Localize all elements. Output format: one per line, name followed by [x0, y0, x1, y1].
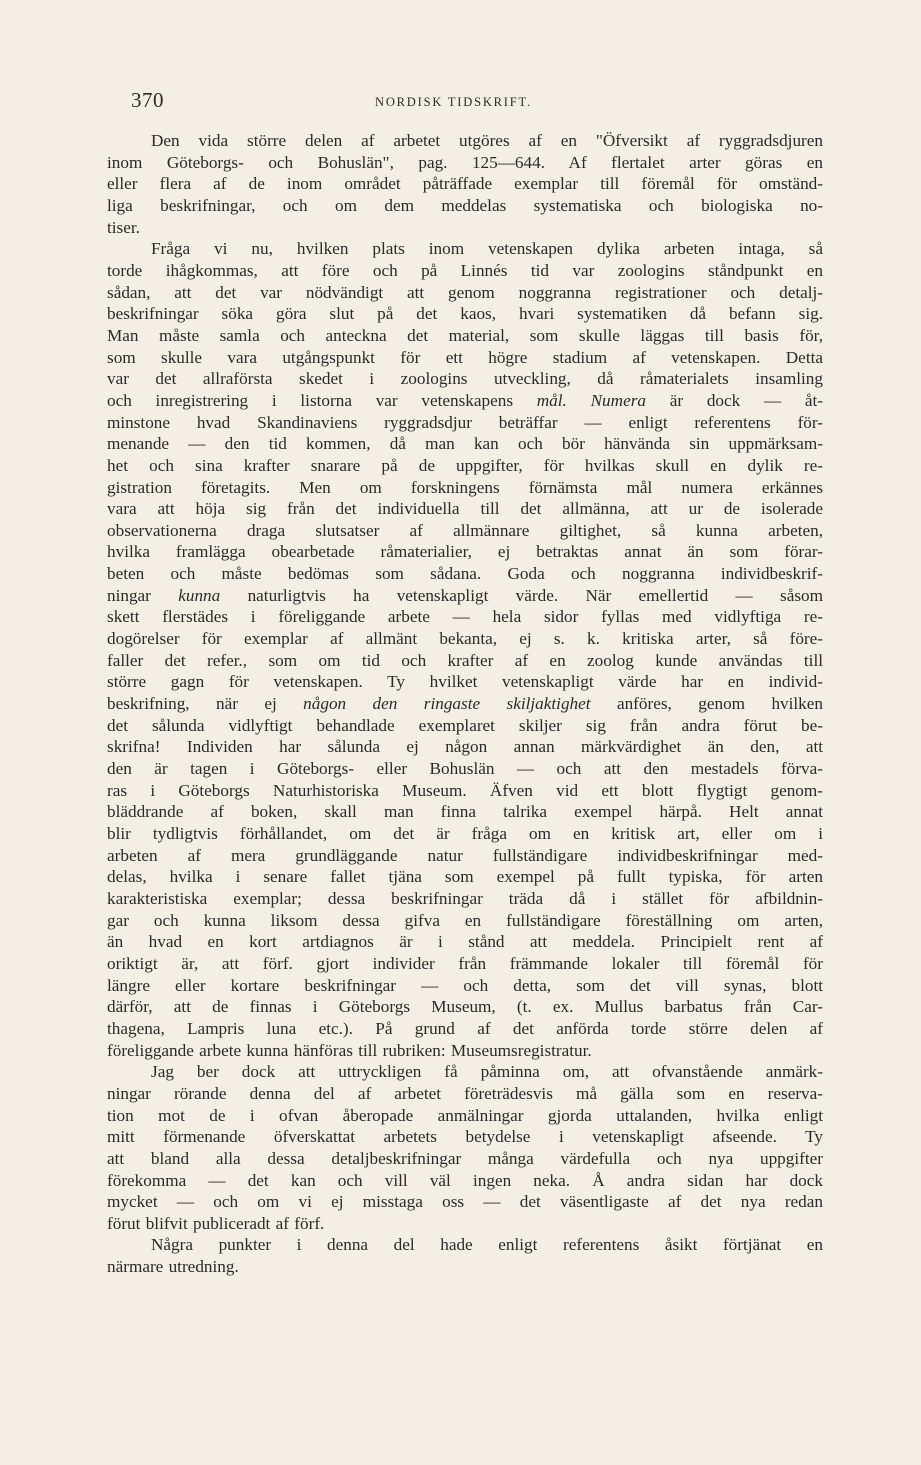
line-text: ningar	[107, 585, 179, 605]
text-line	[107, 1040, 823, 1062]
text-line	[107, 866, 823, 888]
line-text: oriktigt är, att förf. gjort individer från främmande lokaler till föremål för	[107, 953, 823, 973]
text-line	[107, 671, 823, 693]
line-text: närmare utredning.	[107, 1257, 239, 1277]
text-line	[107, 477, 823, 499]
line-text: dogörelser för exemplar af allmänt bekanta, ej s. k. kritiska arter, så före-	[107, 629, 823, 649]
line-text: är dock — åt-	[645, 390, 823, 410]
text-line	[107, 1234, 823, 1256]
line-text: liga beskrifningar, och om dem meddelas systematiska och biologiska no-	[107, 195, 823, 215]
line-text: därför, att de finnas i Göteborgs Museum, (t. ex. Mullus barbatus från Car-	[107, 997, 823, 1017]
text-line	[107, 780, 823, 802]
line-text: gar och kunna liksom dessa gifva en fullständigare föreställning om arten,	[107, 910, 823, 930]
text-line	[107, 433, 823, 455]
line-text: beten och måste bedömas som sådana. Goda och noggranna individbeskrif-	[107, 564, 823, 584]
text-line	[107, 758, 823, 780]
text-line	[107, 195, 823, 217]
text-line	[107, 325, 823, 347]
text-line	[107, 801, 823, 823]
text-line	[107, 888, 823, 910]
line-text: inom Göteborgs- och Bohuslän", pag. 125—644. Af flertalet arter göras en	[107, 152, 823, 172]
line-text: var det allraförsta skedet i zoologins utveckling, då råmaterialets insamling	[107, 369, 823, 389]
text-line	[107, 1191, 823, 1213]
line-text: och inregistrering i listorna var vetenskapens	[107, 390, 537, 410]
text-line	[107, 541, 823, 563]
text-line	[107, 238, 823, 260]
line-text: anföres, genom hvilken	[590, 694, 823, 714]
text-line	[107, 260, 823, 282]
text-line	[107, 715, 823, 737]
line-text: bläddrande af boken, skall man finna talrika exempel härpå. Helt annat	[107, 802, 823, 822]
line-text: tiser.	[107, 217, 140, 237]
line-text: naturligtvis ha vetenskapligt värde. När emellertid — såsom	[220, 585, 823, 605]
text-line	[107, 585, 823, 607]
line-text: sådan, att det var nödvändigt att genom noggranna registrationer och detalj-	[107, 282, 823, 302]
text-line	[107, 823, 823, 845]
text-line	[107, 931, 823, 953]
line-text: gistration företagits. Men om forskningens förnämsta mål numera erkännes	[107, 477, 823, 497]
running-title: NORDISK TIDSKRIFT.	[375, 95, 532, 109]
text-line	[107, 736, 823, 758]
line-text: föreliggande arbete kunna hänföras till rubriken: Museumsregistratur.	[107, 1040, 592, 1060]
line-text: beskrifning, när ej	[107, 694, 304, 714]
text-line	[107, 152, 823, 174]
line-text: det sålunda vidlyftigt behandlade exemplaret skiljer sig från andra förut be-	[107, 715, 823, 735]
text-line	[107, 563, 823, 585]
text-line	[107, 498, 823, 520]
text-line	[107, 1213, 823, 1235]
line-text: blir tydligtvis förhållandet, om det är fråga om en kritisk art, eller om i	[107, 824, 823, 843]
line-text: Man måste samla och anteckna det material, som skulle läggas till basis för,	[107, 325, 823, 345]
line-text: Fråga vi nu, hvilken plats inom vetenskapen dylika arbeten intaga, så	[151, 239, 823, 259]
body-text	[107, 130, 823, 1278]
line-text: karakteristiska exemplar; dessa beskrifningar träda då i stället för afbildnin-	[107, 888, 823, 908]
text-line	[107, 975, 823, 997]
text-line	[107, 1105, 823, 1127]
line-text: observationerna draga slutsatser af allmännare giltighet, så kunna arbeten,	[107, 520, 823, 540]
line-text: mitt förmenande öfverskattat arbetets betydelse i vetenskapligt afseende. Ty	[107, 1127, 823, 1147]
text-line	[107, 1018, 823, 1040]
text-line	[107, 1083, 823, 1105]
text-line	[107, 606, 823, 628]
line-text: menande — den tid kommen, då man kan och bör hänvända sin uppmärksam-	[107, 434, 823, 454]
line-text: att bland alla dessa detaljbeskrifningar många värdefulla och nya uppgifter	[107, 1148, 823, 1168]
line-text: delas, hvilka i senare fallet tjäna som exempel på fullt typiska, för arten	[107, 867, 823, 887]
page-header	[131, 88, 821, 116]
line-text: tion mot de i ofvan åberopade anmälningar gjorda uttalanden, hvilka enligt	[107, 1105, 823, 1125]
text-line	[107, 1148, 823, 1170]
text-line	[107, 693, 823, 715]
emphasis-text: kunna	[178, 585, 221, 605]
line-text: faller det refer., som om tid och krafter af en zoolog kunde användas till	[107, 650, 823, 670]
text-line	[107, 217, 823, 239]
line-text: den är tagen i Göteborgs- eller Bohuslän — och att den mestadels förva-	[107, 759, 823, 779]
text-line	[107, 390, 823, 412]
line-text: Några punkter i denna del hade enligt referentens åsikt förtjänat en	[151, 1235, 823, 1255]
text-line	[107, 455, 823, 477]
line-text: thagena, Lampris luna etc.). På grund af det anförda torde större delen af	[107, 1018, 823, 1038]
text-line	[107, 996, 823, 1018]
line-text: mycket — och om vi ej misstaga oss — det väsentligaste af det nya redan	[107, 1192, 823, 1212]
line-text: vara att höja sig från det individuella till det allmänna, att ur de isolerade	[107, 499, 823, 519]
emphasis-text: någon den ringaste skiljaktighet	[303, 694, 591, 714]
line-text	[567, 391, 591, 410]
line-text: som skulle vara utgångspunkt för ett högre stadium af vetenskapen. Detta	[107, 347, 823, 367]
emphasis-text: Numera	[590, 390, 646, 410]
line-text: större gagn för vetenskapen. Ty hvilket vetenskapligt värde har en individ-	[107, 672, 823, 692]
line-text: skrifna! Individen har sålunda ej någon annan märkvärdighet än den, att	[107, 737, 823, 757]
text-line	[107, 953, 823, 975]
text-line	[107, 368, 823, 390]
text-line	[107, 650, 823, 672]
line-text: ningar rörande denna del af arbetet företrädesvis må gälla som en reserva-	[107, 1083, 823, 1103]
page-number: 370	[131, 88, 164, 112]
text-line	[107, 628, 823, 650]
line-text: förut blifvit publiceradt af förf.	[107, 1213, 325, 1233]
text-line	[107, 412, 823, 434]
line-text: längre eller kortare beskrifningar — och detta, som det vill synas, blott	[107, 975, 823, 995]
emphasis-text: mål.	[536, 390, 567, 410]
line-text: torde ihågkommas, att före och på Linnés tid var zoologins ståndpunkt en	[107, 260, 823, 280]
line-text: skett flerstädes i föreliggande arbete — hela sidor fyllas med vidlyftiga re-	[107, 607, 823, 627]
text-line	[107, 130, 823, 152]
line-text: eller flera af de inom området påträffade exemplar till föremål för omständ-	[107, 174, 823, 194]
line-text: minstone hvad Skandinaviens ryggradsdjur beträffar — enligt referentens för-	[107, 412, 823, 432]
line-text: beskrifningar söka göra slut på det kaos, hvari systematiken då befann sig.	[107, 304, 823, 324]
text-line	[107, 1061, 823, 1083]
text-line	[107, 1256, 823, 1278]
text-line	[107, 845, 823, 867]
line-text: än hvad en kort artdiagnos är i stånd att meddela. Principielt rent af	[107, 932, 823, 952]
text-line	[107, 1126, 823, 1148]
line-text: arbeten af mera grundläggande natur fullständigare individbeskrifningar med-	[107, 845, 823, 865]
text-line	[107, 282, 823, 304]
line-text: hvilka framlägga obearbetade råmaterialier, ej betraktas annat än som förar-	[107, 542, 823, 562]
text-line	[107, 347, 823, 369]
text-line	[107, 520, 823, 542]
line-text: Jag ber dock att uttryckligen få påminna om, att ofvanstående anmärk-	[151, 1062, 823, 1082]
line-text: het och sina krafter snarare på de uppgifter, för hvilkas skull en dylik re-	[107, 455, 823, 475]
text-line	[107, 1170, 823, 1192]
line-text: Den vida större delen af arbetet utgöres af en "Öfversikt af ryggradsdjuren	[151, 131, 823, 150]
text-line	[107, 173, 823, 195]
text-line	[107, 910, 823, 932]
line-text: förekomma — det kan och vill väl ingen neka. Å andra sidan har dock	[107, 1170, 823, 1190]
line-text: ras i Göteborgs Naturhistoriska Museum. Äfven vid ett blott flygtigt genom-	[107, 780, 823, 800]
text-line	[107, 303, 823, 325]
